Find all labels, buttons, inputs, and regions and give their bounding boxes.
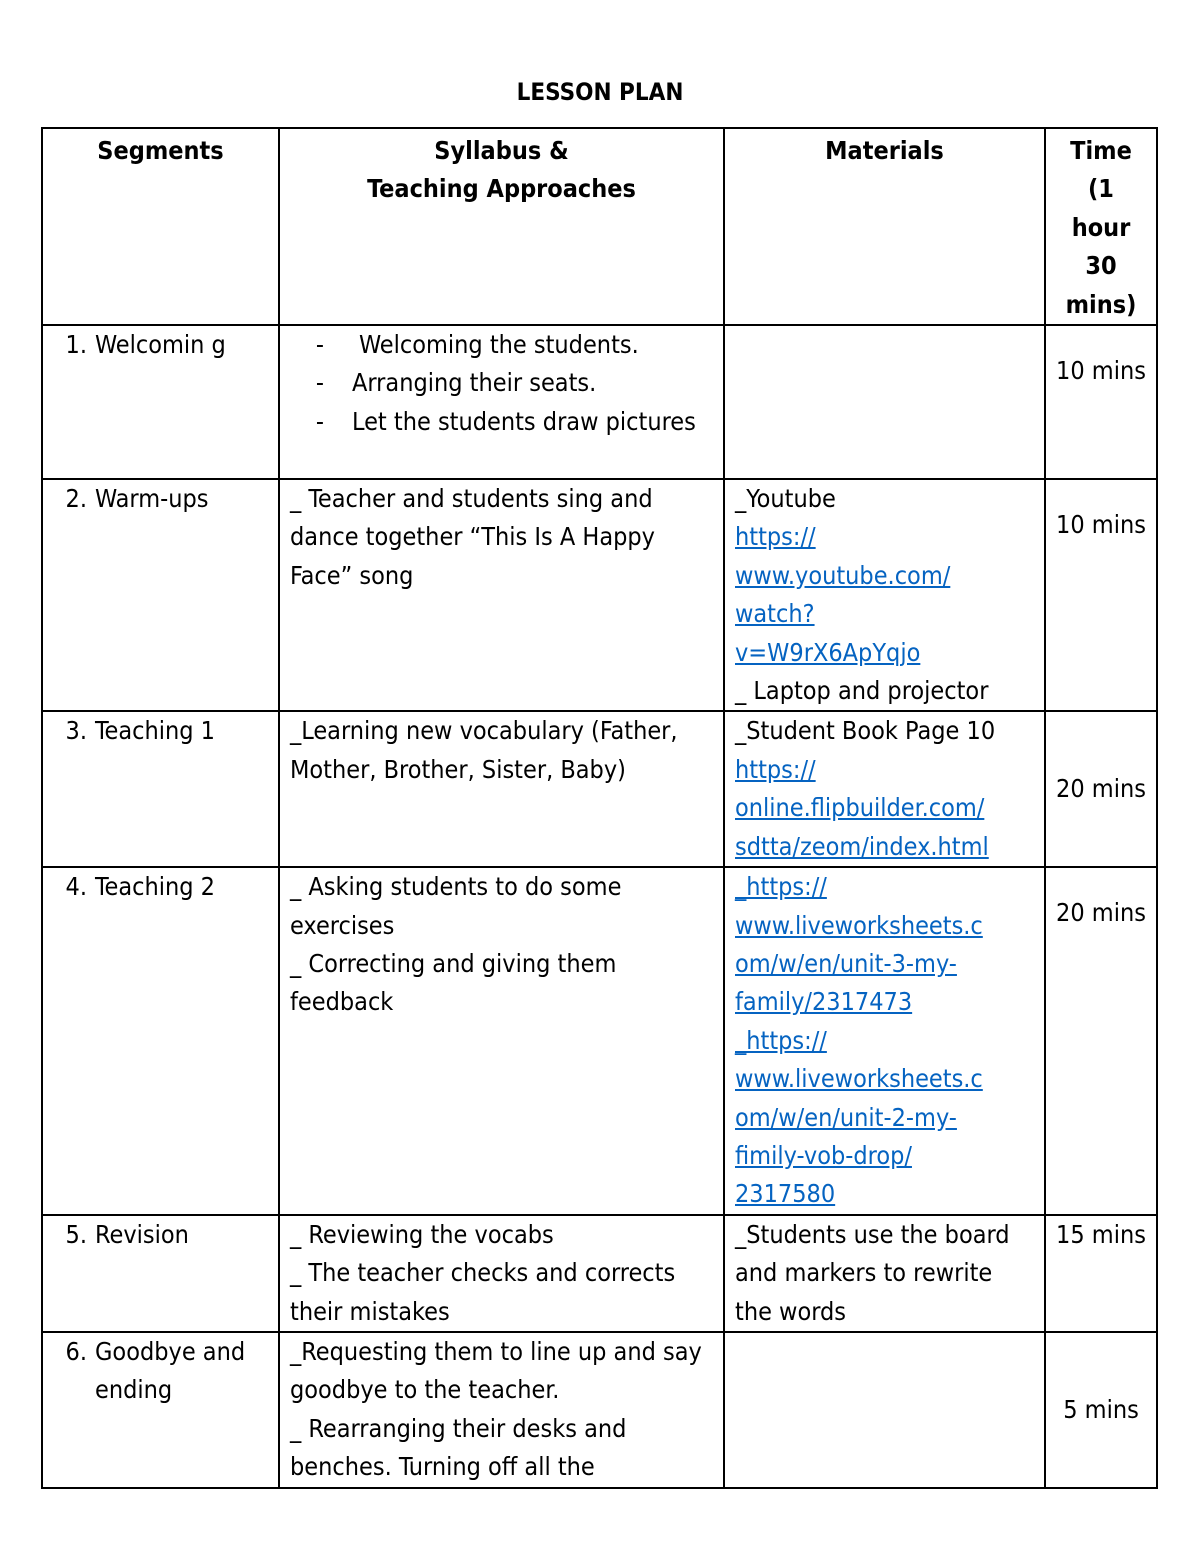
- materials-cell: [724, 711, 1045, 867]
- time-value: 5 mins: [1063, 1394, 1139, 1424]
- table-row: [42, 479, 1157, 711]
- material-link[interactable]: 2317580: [735, 1179, 836, 1209]
- table-row: [42, 325, 1157, 479]
- header-time-line: 30: [1085, 251, 1117, 281]
- segment-label: Teaching 1: [95, 716, 215, 746]
- syllabus-text: _Learning new vocabulary (Father, Mother, Brother, Sister, Baby): [290, 716, 678, 784]
- segment-label: Goodbye and ending: [95, 1336, 246, 1405]
- material-link[interactable]: family/2317473: [735, 987, 913, 1017]
- table-row: [42, 1332, 1157, 1488]
- materials-cell: [724, 325, 1045, 479]
- material-link[interactable]: fimily-vob-drop/: [735, 1140, 912, 1170]
- segment-label: Welcomin g: [95, 330, 226, 360]
- materials-cell: [724, 1332, 1045, 1488]
- segment-cell: [42, 479, 279, 711]
- segment-number: 3.: [65, 716, 87, 746]
- header-segments: Segments: [42, 128, 279, 325]
- segment-label: Revision: [95, 1219, 189, 1249]
- material-link[interactable]: https://: [735, 754, 816, 784]
- material-link[interactable]: www.youtube.com/: [735, 560, 951, 590]
- header-syllabus-line: Syllabus &: [434, 136, 569, 165]
- header-time-line: Time: [1070, 136, 1132, 165]
- syllabus-text: _ Teacher and students sing and dance together “This Is A Happy Face” song: [290, 484, 655, 590]
- lesson-plan-table: [41, 127, 1158, 1489]
- table-row: [42, 711, 1157, 867]
- time-cell: [1045, 711, 1157, 867]
- header-syllabus-line: Teaching Approaches: [367, 174, 636, 204]
- header-materials: Materials: [724, 128, 1045, 325]
- time-value: 10 mins: [1056, 510, 1146, 540]
- header-time-line: hour: [1071, 212, 1131, 242]
- syllabus-text: _ Reviewing the vocabs: [290, 1219, 554, 1249]
- header-time-line: mins): [1065, 289, 1137, 319]
- time-cell: [1045, 1332, 1157, 1488]
- material-link[interactable]: sdtta/zeom/index.html: [735, 831, 989, 861]
- segment-number: 4.: [65, 872, 87, 902]
- segment-cell: [42, 1332, 279, 1488]
- syllabus-text: _ Asking students to do some exercises: [290, 872, 622, 940]
- header-time: [1045, 128, 1157, 325]
- material-text: _Youtube: [735, 484, 836, 514]
- syllabus-cell: [279, 867, 724, 1215]
- material-link[interactable]: https://: [735, 522, 816, 552]
- syllabus-bullet: Arranging their seats.: [352, 368, 597, 398]
- material-link[interactable]: www.liveworksheets.c: [735, 910, 983, 940]
- bullet-dash: -: [315, 368, 324, 398]
- syllabus-text: _ The teacher checks and corrects their mistakes: [290, 1258, 676, 1326]
- header-syllabus: [279, 128, 724, 325]
- syllabus-cell: [279, 325, 724, 479]
- syllabus-cell: [279, 1332, 724, 1488]
- segment-cell: [42, 1215, 279, 1332]
- syllabus-bullet: Let the students draw pictures: [352, 406, 696, 436]
- segment-label: Warm-ups: [95, 484, 209, 514]
- syllabus-text: _Requesting them to line up and say goodbye to the teacher.: [290, 1336, 702, 1405]
- material-link[interactable]: _https://: [735, 1025, 827, 1055]
- segment-number: 1.: [65, 330, 87, 360]
- syllabus-cell: [279, 711, 724, 867]
- material-link[interactable]: om/w/en/unit-3-my-: [735, 948, 957, 978]
- syllabus-text: _ Correcting and giving them feedback: [290, 948, 617, 1017]
- header-time-line: (1: [1088, 174, 1114, 204]
- time-value: 10 mins: [1056, 356, 1146, 386]
- material-link[interactable]: om/w/en/unit-2-my-: [735, 1102, 957, 1132]
- segment-label: Teaching 2: [95, 872, 215, 902]
- material-link[interactable]: v=W9rX6ApYqjo: [735, 637, 921, 667]
- materials-cell: [724, 1215, 1045, 1332]
- time-cell: [1045, 867, 1157, 1215]
- syllabus-text: _ Rearranging their desks and benches. Turning off all the: [290, 1413, 627, 1482]
- material-text: _Student Book Page 10: [735, 716, 996, 746]
- table-row: [42, 1215, 1157, 1332]
- table-row: [42, 867, 1157, 1215]
- segment-cell: [42, 711, 279, 867]
- time-cell: [1045, 479, 1157, 711]
- material-link[interactable]: watch?: [735, 599, 815, 629]
- time-value: 15 mins: [1056, 1219, 1146, 1249]
- segment-cell: [42, 325, 279, 479]
- syllabus-bullet: Welcoming the students.: [359, 330, 639, 360]
- segment-number: 2.: [65, 484, 87, 514]
- time-cell: [1045, 1215, 1157, 1332]
- segment-number: 6.: [65, 1336, 87, 1366]
- materials-cell: [724, 479, 1045, 711]
- material-link[interactable]: www.liveworksheets.c: [735, 1064, 983, 1094]
- segment-number: 5.: [65, 1219, 87, 1249]
- bullet-dash: -: [315, 330, 324, 360]
- material-link[interactable]: _https://: [735, 872, 827, 902]
- materials-cell: [724, 867, 1045, 1215]
- material-text: _ Laptop and projector: [735, 676, 989, 706]
- bullet-dash: -: [315, 406, 324, 436]
- table-header-row: [42, 128, 1157, 325]
- time-value: 20 mins: [1056, 898, 1146, 928]
- time-cell: [1045, 325, 1157, 479]
- segment-cell: [42, 867, 279, 1215]
- page-title: LESSON PLAN: [516, 78, 684, 106]
- time-value: 20 mins: [1056, 774, 1146, 804]
- syllabus-cell: [279, 1215, 724, 1332]
- syllabus-cell: [279, 479, 724, 711]
- material-link[interactable]: online.flipbuilder.com/: [735, 793, 985, 823]
- material-text: _Students use the board and markers to rewrite the words: [735, 1219, 1010, 1326]
